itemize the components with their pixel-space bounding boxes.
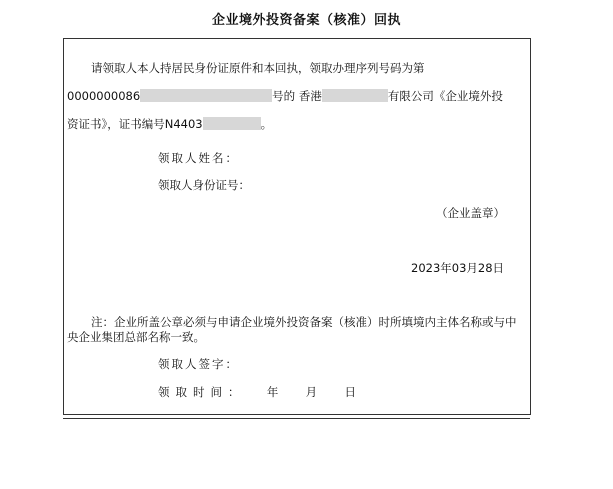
bottom-rule-1 [63, 414, 530, 415]
certificate-number-prefix: 资证书》，证书编号N4403 [67, 117, 203, 131]
note-line-2: 央企业集团总部名称一致。 [67, 330, 205, 344]
issue-date: 2023年03月28日 [411, 261, 505, 275]
serial-number-prefix: 0000000086 [67, 89, 141, 103]
pickup-time-row [158, 385, 356, 399]
day-label: 日 [344, 385, 356, 399]
para-line-1: 请领取人本人持居民身份证原件和本回执，领取办理序列号码为第 [91, 61, 425, 75]
company-suffix: 有限公司《企业境外投 [387, 89, 503, 103]
serial-suffix-company-start: 号的 香港 [272, 89, 322, 103]
signer-label: 领取人签字： [158, 357, 239, 371]
month-label: 月 [305, 385, 318, 399]
para-line-3 [67, 117, 272, 131]
page-title: 企业境外投资备案（核准）回执 [211, 13, 401, 28]
redacted-serial [140, 89, 272, 102]
redacted-certificate-number [203, 117, 261, 130]
year-label: 年 [266, 385, 279, 399]
note-line-1: 注：企业所盖公章必须与申请企业境外投资备案（核准）时所填境内主体名称或与中 [91, 315, 517, 329]
bottom-rule-2 [63, 418, 530, 419]
para-end-period: 。 [260, 117, 273, 131]
pickup-time-label: 领取时间： [158, 385, 246, 399]
recipient-name-label: 领取人姓名： [158, 151, 239, 165]
redacted-company-name [322, 89, 388, 102]
para-line-2 [67, 89, 503, 103]
company-seal-label: （企业盖章） [436, 206, 505, 220]
recipient-id-label: 领取人身份证号： [158, 178, 250, 192]
